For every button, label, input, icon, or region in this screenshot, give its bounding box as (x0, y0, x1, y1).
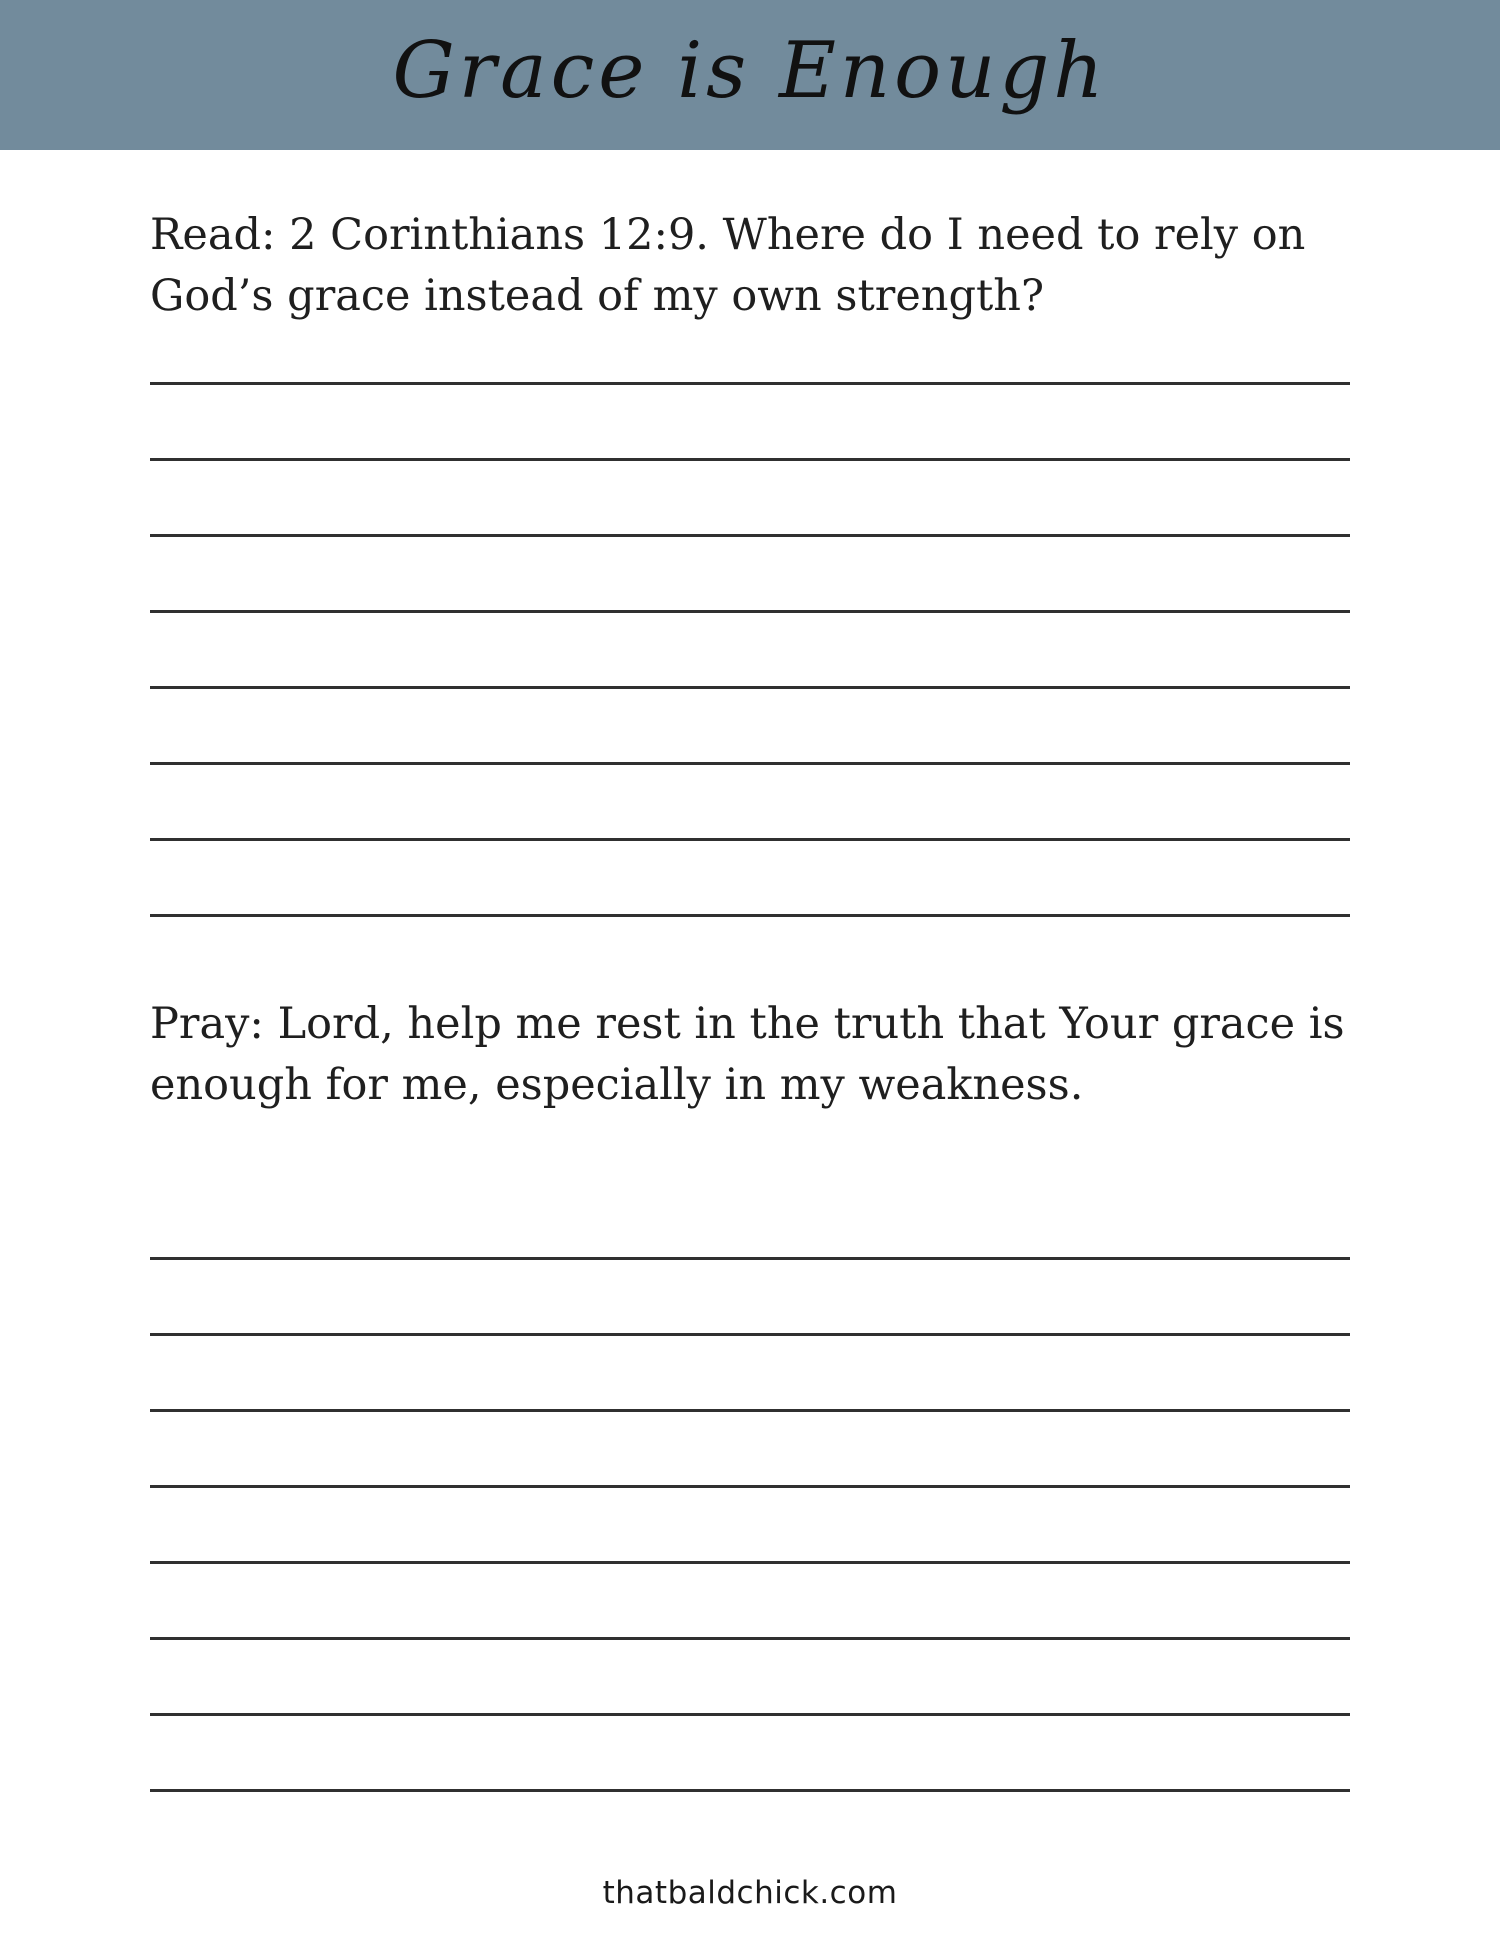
page-title: Grace is Enough (392, 26, 1108, 116)
header-band (0, 0, 1500, 150)
read-prompt: Read: 2 Corinthians 12:9. Where do I need to rely on God’s grace instead of my own strength? (150, 210, 1306, 321)
writing-line[interactable] (150, 458, 1350, 461)
writing-line[interactable] (150, 1637, 1350, 1640)
footer-site-link[interactable]: thatbaldchick.com (602, 1875, 898, 1911)
writing-line[interactable] (150, 1561, 1350, 1564)
writing-line[interactable] (150, 838, 1350, 841)
writing-line[interactable] (150, 686, 1350, 689)
writing-line[interactable] (150, 382, 1350, 385)
writing-line[interactable] (150, 762, 1350, 765)
writing-line[interactable] (150, 610, 1350, 613)
writing-line[interactable] (150, 534, 1350, 537)
read-section (150, 205, 1350, 327)
writing-line[interactable] (150, 1485, 1350, 1488)
writing-line[interactable] (150, 914, 1350, 917)
pray-section (150, 994, 1350, 1116)
writing-line[interactable] (150, 1789, 1350, 1792)
pray-prompt: Pray: Lord, help me rest in the truth that Your grace is enough for me, especially in my weakness. (150, 999, 1345, 1110)
writing-line[interactable] (150, 1713, 1350, 1716)
writing-line[interactable] (150, 1409, 1350, 1412)
writing-line[interactable] (150, 1257, 1350, 1260)
writing-line[interactable] (150, 1333, 1350, 1336)
